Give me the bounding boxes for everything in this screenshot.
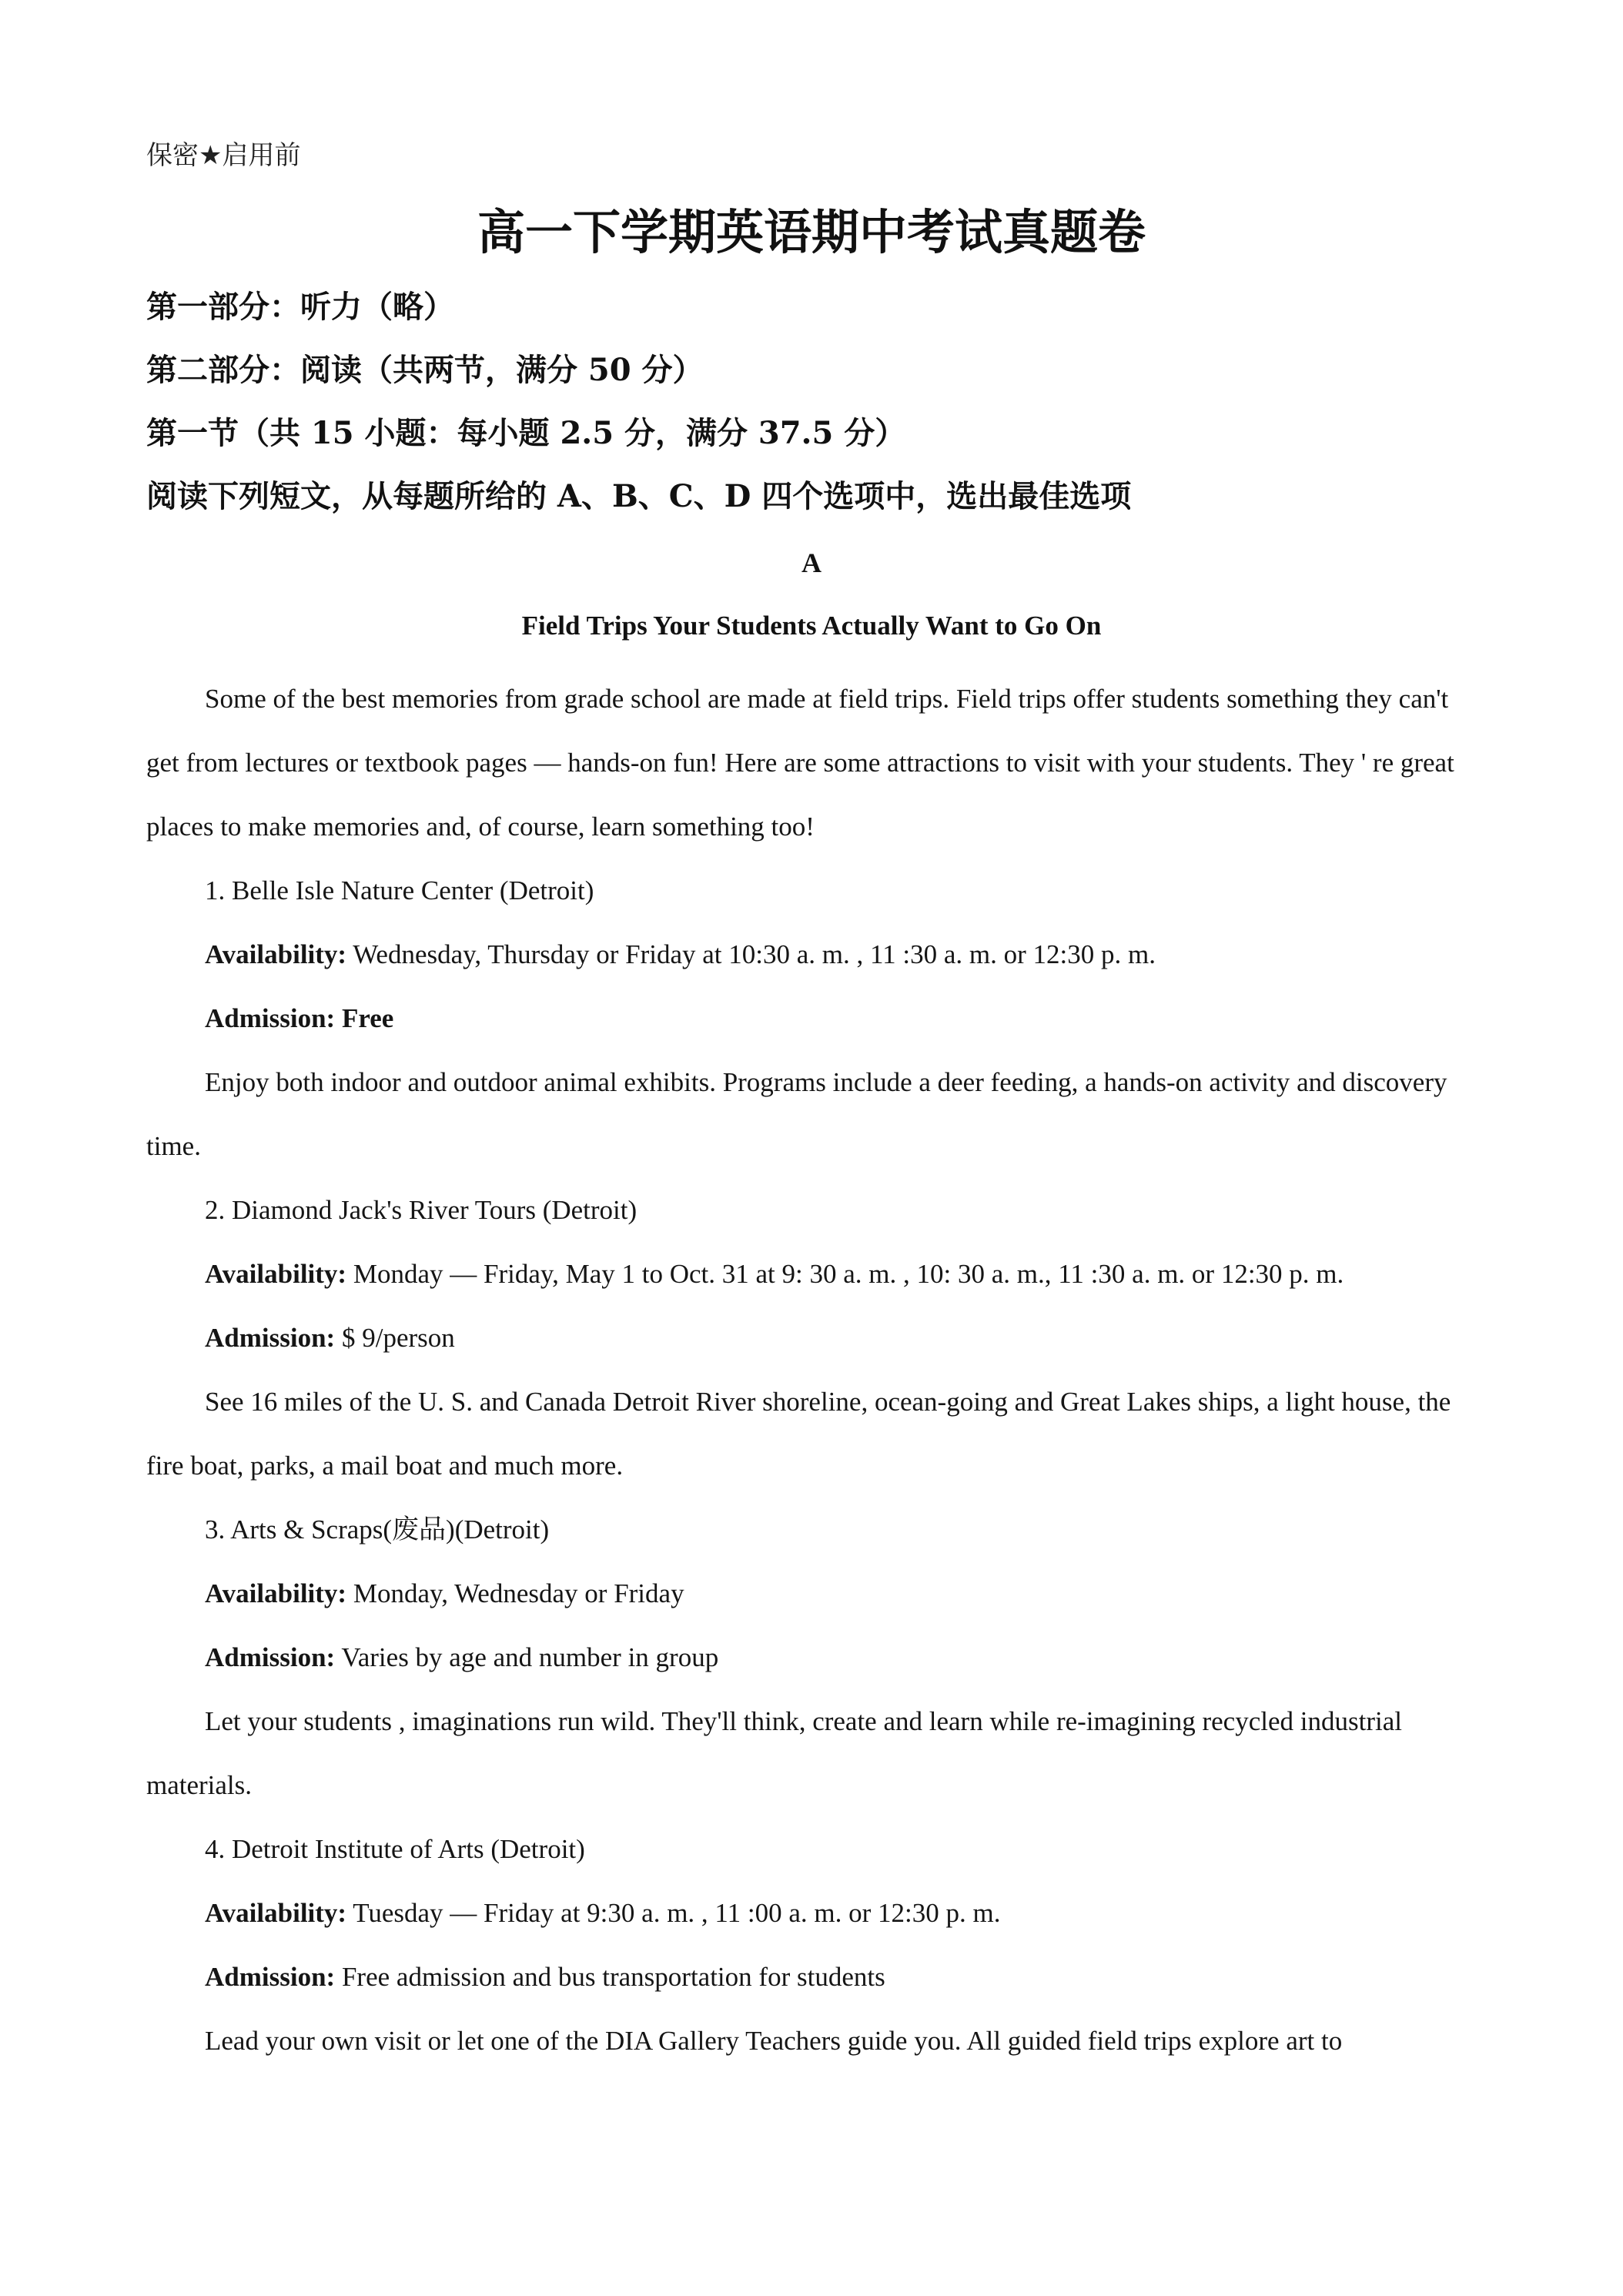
admission-value: Admission: Free	[205, 1003, 394, 1033]
part-two-heading: 第二部分：阅读（共两节，满分 50 分）	[146, 352, 704, 388]
availability-value: Monday — Friday, May 1 to Oct. 31 at 9: 30 a. m. , 10: 30 a. m., 11 :30 a. m. or 12:30 p. m.	[353, 1259, 1344, 1289]
availability-line	[146, 1561, 1486, 1625]
reading-instruction: 阅读下列短文，从每题所给的 A、B、C、D 四个选项中，选出最佳选项	[146, 478, 1132, 514]
availability-line	[146, 1881, 1486, 1945]
admission-line	[146, 1625, 1486, 1689]
availability-label: Availability:	[205, 939, 347, 969]
attraction-name: 4. Detroit Institute of Arts (Detroit)	[205, 1834, 585, 1864]
section-one-heading: 第一节（共 15 小题：每小题 2.5 分，满分 37.5 分）	[146, 415, 906, 451]
attraction-name: 1. Belle Isle Nature Center (Detroit)	[205, 875, 594, 905]
attraction-description: Enjoy both indoor and outdoor animal exhibits. Programs include a deer feeding, a hands-on activity and discovery time.	[146, 1067, 1447, 1161]
availability-value: Wednesday, Thursday or Friday at 10:30 a. m. , 11 :30 a. m. or 12:30 p. m.	[353, 939, 1156, 969]
availability-value: Monday, Wednesday or Friday	[353, 1578, 684, 1608]
availability-line	[146, 922, 1486, 986]
availability-label: Availability:	[205, 1259, 347, 1289]
passage-letter: A	[801, 547, 822, 578]
admission-value: Free admission and bus transportation for students	[341, 1962, 885, 1992]
attraction-name: 2. Diamond Jack's River Tours (Detroit)	[205, 1195, 637, 1225]
admission-line	[146, 1306, 1486, 1370]
admission-value: Varies by age and number in group	[341, 1642, 719, 1672]
admission-value: $ 9/person	[341, 1323, 455, 1353]
part-one-heading: 第一部分：听力（略）	[146, 289, 454, 325]
admission-line	[146, 986, 1486, 1050]
passage-body	[146, 667, 1486, 2073]
attraction-name: 3. Arts & Scraps(废品)(Detroit)	[205, 1514, 550, 1545]
admission-line	[146, 1945, 1486, 2009]
availability-label: Availability:	[205, 1898, 347, 1928]
admission-label: Admission:	[205, 1323, 336, 1353]
confidential-label: 保密★启用前	[146, 140, 301, 171]
passage-intro: Some of the best memories from grade school are made at field trips. Field trips offer students something they can't get from lectures or textbook pages — hands-on fun! Here are some attractions to visit with your students. They ' re great places to make memories and, of course, learn something too!	[146, 684, 1454, 842]
admission-label: Admission:	[205, 1642, 336, 1672]
availability-value: Tuesday — Friday at 9:30 a. m. , 11 :00 a. m. or 12:30 p. m.	[353, 1898, 1001, 1928]
attraction-description: See 16 miles of the U. S. and Canada Detroit River shoreline, ocean-going and Great Lakes ships, a light house, the fire boat, parks, a mail boat and much more.	[146, 1387, 1451, 1481]
attraction-description: Lead your own visit or let one of the DIA Gallery Teachers guide you. All guided field trips explore art to	[205, 2026, 1343, 2056]
exam-title: 高一下学期英语期中考试真题卷	[477, 204, 1146, 260]
availability-label: Availability:	[205, 1578, 347, 1608]
admission-label: Admission:	[205, 1962, 336, 1992]
attraction-description: Let your students , imaginations run wild. They'll think, create and learn while re-imagining recycled industrial materials.	[146, 1706, 1402, 1800]
availability-line	[146, 1242, 1486, 1306]
passage-title: Field Trips Your Students Actually Want to Go On	[521, 611, 1102, 641]
